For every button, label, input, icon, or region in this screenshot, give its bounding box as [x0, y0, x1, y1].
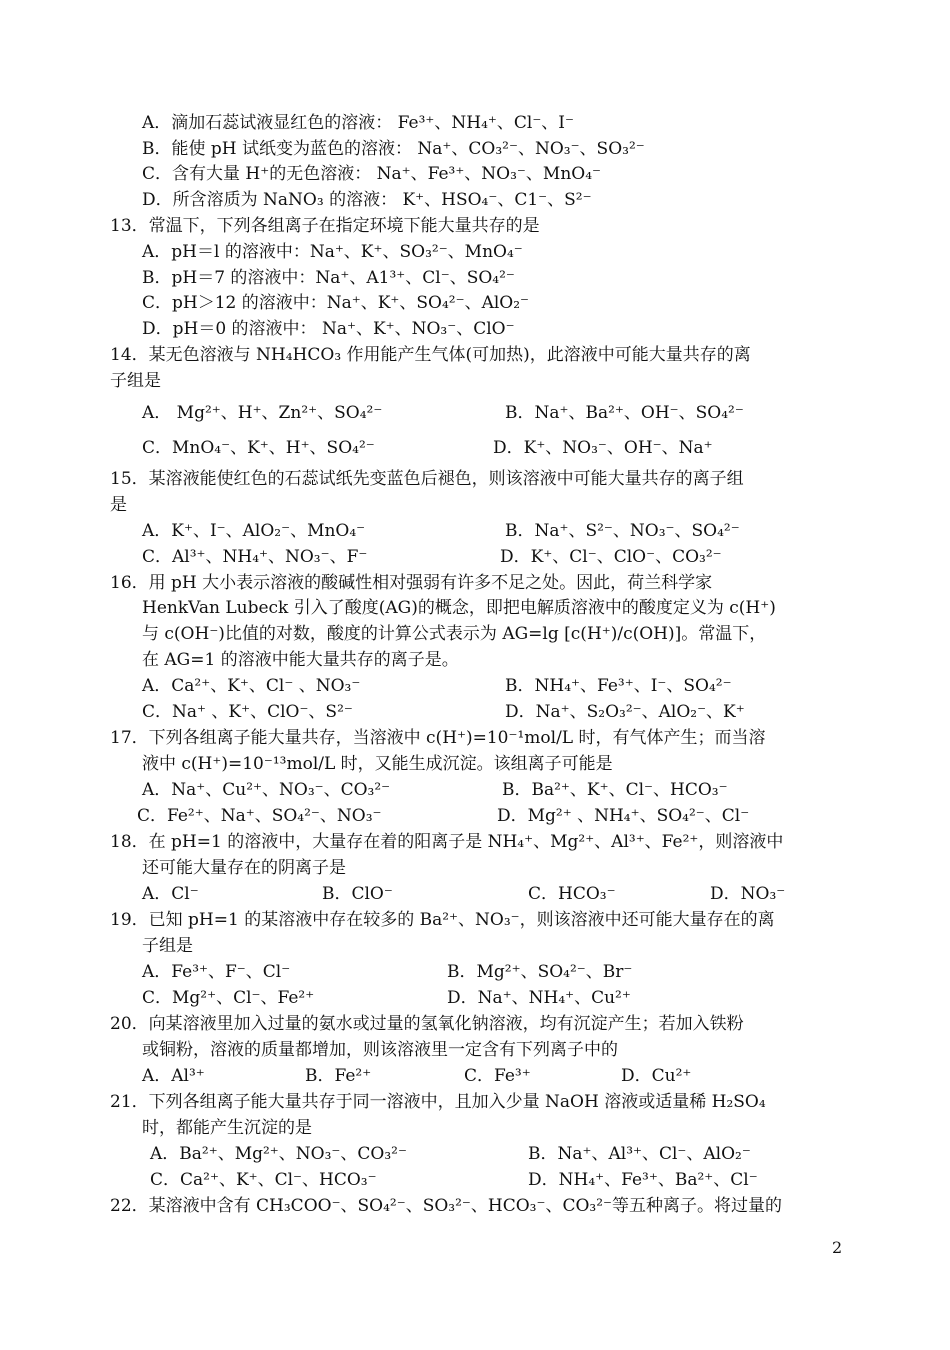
text-line: B．Mg²⁺、SO₄²⁻、Br⁻ [447, 962, 633, 982]
text-line: B．Ba²⁺、K⁺、Cl⁻、HCO₃⁻ [502, 780, 728, 800]
text-line: D．NO₃⁻ [710, 884, 786, 904]
text-line: A．Fe³⁺、F⁻、Cl⁻ [142, 962, 291, 982]
page-number: 2 [832, 1238, 843, 1257]
text-line: 还可能大量存在的阴离子是 [142, 858, 346, 878]
text-line: B．Na⁺、Ba²⁺、OH⁻、SO₄²⁻ [505, 403, 744, 423]
text-line: B．Na⁺、S²⁻、NO₃⁻、SO₄²⁻ [505, 521, 740, 541]
text-line: C．Al³⁺、NH₄⁺、NO₃⁻、F⁻ [142, 547, 368, 567]
text-line: 17．下列各组离子能大量共存，当溶液中 c(H⁺)=10⁻¹mol/L 时，有气体产生；而当溶 [110, 728, 766, 748]
text-line: A．滴加石蕊试液显红色的溶液： Fe³⁺、NH₄⁺、Cl⁻、I⁻ [142, 113, 574, 133]
text-line: 14．某无色溶液与 NH₄HCO₃ 作用能产生气体(可加热)，此溶液中可能大量共存的离 [110, 345, 751, 365]
text-line: 19．已知 pH=1 的某溶液中存在较多的 Ba²⁺、NO₃⁻，则该溶液中还可能大量存在的离 [110, 910, 775, 930]
text-line: C．Ca²⁺、K⁺、Cl⁻、HCO₃⁻ [150, 1170, 377, 1190]
text-line: C．含有大量 H⁺的无色溶液： Na⁺、Fe³⁺、NO₃⁻、MnO₄⁻ [142, 164, 601, 184]
text-line: 在 AG=1 的溶液中能大量共存的离子是。 [142, 650, 459, 670]
text-line: A．pH＝l 的溶液中：Na⁺、K⁺、SO₃²⁻、MnO₄⁻ [142, 242, 523, 262]
text-line: 或铜粉，溶液的质量都增加，则该溶液里一定含有下列离子中的 [142, 1040, 618, 1060]
text-line: 子组是 [110, 371, 161, 391]
text-line: 是 [110, 495, 127, 515]
text-line: D．Na⁺、NH₄⁺、Cu²⁺ [447, 988, 631, 1008]
text-line: 18．在 pH=1 的溶液中，大量存在着的阳离子是 NH₄⁺、Mg²⁺、Al³⁺、Fe²⁺，则溶液中 [110, 832, 784, 852]
text-line: A．Al³⁺ [142, 1066, 205, 1086]
text-line: C．pH＞12 的溶液中：Na⁺、K⁺、SO₄²⁻、AlO₂⁻ [142, 293, 530, 313]
text-line: 时，都能产生沉淀的是 [142, 1118, 312, 1138]
text-line: A． Mg²⁺、H⁺、Zn²⁺、SO₄²⁻ [142, 403, 383, 423]
text-line: C．Fe³⁺ [464, 1066, 531, 1086]
text-line: C．MnO₄⁻、K⁺、H⁺、SO₄²⁻ [142, 438, 375, 458]
text-line: 22．某溶液中含有 CH₃COO⁻、SO₄²⁻、SO₃²⁻、HCO₃⁻、CO₃²⁻等五种离子。将过量的 [110, 1196, 783, 1216]
text-line: D．Na⁺、S₂O₃²⁻、AlO₂⁻、K⁺ [505, 702, 745, 722]
text-line: A．K⁺、I⁻、AlO₂⁻、MnO₄⁻ [142, 521, 366, 541]
text-line: A．Ba²⁺、Mg²⁺、NO₃⁻、CO₃²⁻ [150, 1144, 407, 1164]
text-line: C．Mg²⁺、Cl⁻、Fe²⁺ [142, 988, 315, 1008]
text-line: B．NH₄⁺、Fe³⁺、I⁻、SO₄²⁻ [505, 676, 732, 696]
text-line: 15．某溶液能使红色的石蕊试纸先变蓝色后褪色，则该溶液中可能大量共存的离子组 [110, 469, 744, 489]
text-line: B．Na⁺、Al³⁺、Cl⁻、AlO₂⁻ [528, 1144, 751, 1164]
text-line: C．Na⁺ 、K⁺、ClO⁻、S²⁻ [142, 702, 353, 722]
text-line: D．K⁺、Cl⁻、ClO⁻、CO₃²⁻ [500, 547, 722, 567]
text-line: HenkVan Lubeck 引入了酸度(AG)的概念，即把电解质溶液中的酸度定义为 c(H⁺) [142, 598, 776, 618]
text-line: A．Ca²⁺、K⁺、Cl⁻ 、NO₃⁻ [142, 676, 361, 696]
text-line: 子组是 [142, 936, 193, 956]
text-line: A．Na⁺、Cu²⁺、NO₃⁻、CO₃²⁻ [142, 780, 391, 800]
text-line: 液中 c(H⁺)=10⁻¹³mol/L 时，又能生成沉淀。该组离子可能是 [142, 754, 613, 774]
text-line: 与 c(OH⁻)比值的对数，酸度的计算公式表示为 AG=lg [c(H⁺)/c(OH)]。常温下， [142, 624, 767, 644]
text-line: B．能使 pH 试纸变为蓝色的溶液： Na⁺、CO₃²⁻、NO₃⁻、SO₃²⁻ [142, 139, 645, 159]
text-line: 20．向某溶液里加入过量的氨水或过量的氢氧化钠溶液，均有沉淀产生；若加入铁粉 [110, 1014, 744, 1034]
text-line: C．Fe²⁺、Na⁺、SO₄²⁻、NO₃⁻ [137, 806, 382, 826]
text-line: 21．下列各组离子能大量共存于同一溶液中，且加入少量 NaOH 溶液或适量稀 H₂SO₄ [110, 1092, 766, 1112]
text-line: D．NH₄⁺、Fe³⁺、Ba²⁺、Cl⁻ [528, 1170, 758, 1190]
text-line: B．Fe²⁺ [305, 1066, 372, 1086]
text-line: D．所含溶质为 NaNO₃ 的溶液： K⁺、HSO₄⁻、C1⁻、S²⁻ [142, 190, 592, 210]
text-line: B．ClO⁻ [322, 884, 393, 904]
text-line: B．pH＝7 的溶液中：Na⁺、A1³⁺、Cl⁻、SO₄²⁻ [142, 268, 515, 288]
text-line: 16．用 pH 大小表示溶液的酸碱性相对强弱有许多不足之处。因此，荷兰科学家 [110, 573, 713, 593]
text-line: A．Cl⁻ [142, 884, 199, 904]
text-line: D．pH＝0 的溶液中： Na⁺、K⁺、NO₃⁻、ClO⁻ [142, 319, 515, 339]
text-line: C．HCO₃⁻ [528, 884, 616, 904]
text-line: D．Cu²⁺ [621, 1066, 692, 1086]
text-line: D．Mg²⁺ 、NH₄⁺、SO₄²⁻、Cl⁻ [497, 806, 750, 826]
text-line: D．K⁺、NO₃⁻、OH⁻、Na⁺ [493, 438, 713, 458]
text-line: 13．常温下，下列各组离子在指定环境下能大量共存的是 [110, 216, 540, 236]
